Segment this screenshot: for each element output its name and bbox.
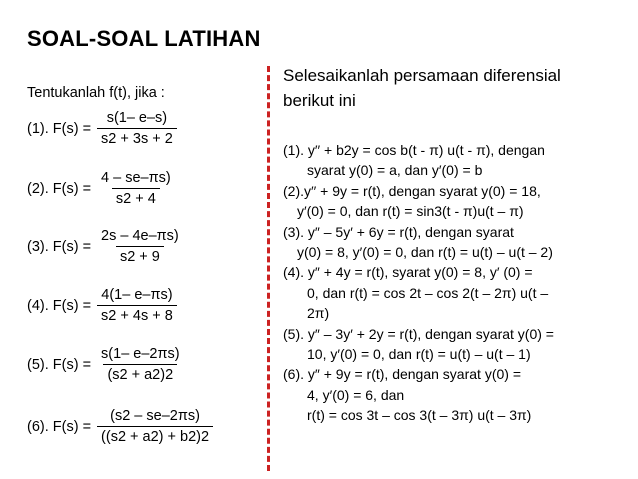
equation-label: (4). F(s) =	[27, 297, 92, 314]
problem-1: (1). y′′ + b2y = cos b(t - π) u(t - π), dengan	[283, 142, 545, 158]
problem-3-cont: y(0) = 8, y′(0) = 0, dan r(t) = u(t) – u(t – 2)	[297, 244, 553, 261]
equation-label: (1). F(s) =	[27, 120, 92, 137]
denominator: ((s2 + a2) + b2)2	[97, 426, 213, 445]
numerator: s(1– e–s)	[106, 110, 168, 126]
numerator: s(1– e–2πs)	[101, 346, 180, 362]
problem-1-cont: syarat y(0) = a, dan y′(0) = b	[307, 162, 483, 179]
numerator: (s2 – se–2πs)	[110, 408, 200, 424]
fraction	[97, 110, 177, 147]
problem-6-cont: 4, y′(0) = 6, dan	[307, 386, 405, 403]
right-heading	[283, 63, 633, 113]
problem-list	[283, 140, 633, 426]
problem-6-cont: r(t) = cos 3t – cos 3(t – 3π) u(t – 3π)	[307, 407, 532, 424]
numerator: 2s – 4e–πs)	[101, 228, 179, 244]
problem-5: (5). y″ – 3y′ + 2y = r(t), dengan syarat y(0) =	[283, 325, 554, 342]
heading-line: Selesaikanlah persamaan diferensial	[283, 66, 561, 85]
fraction	[97, 228, 183, 265]
problem-2-cont: y′(0) = 0, dan r(t) = sin3(t - π)u(t – π)	[297, 203, 524, 220]
denominator: s2 + 3s + 2	[97, 128, 177, 147]
problem-2: (2).y′′ + 9y = r(t), dengan syarat y(0) = 18,	[283, 182, 541, 199]
equation-5	[27, 346, 184, 383]
equation-4	[27, 287, 177, 324]
page-title: SOAL-SOAL LATIHAN	[27, 26, 261, 51]
problem-5-cont: 10, y′(0) = 0, dan r(t) = u(t) – u(t – 1)	[307, 346, 531, 363]
equation-2	[27, 170, 175, 207]
numerator: 4(1– e–πs)	[101, 287, 173, 303]
equation-1	[27, 110, 177, 147]
left-intro-text: Tentukanlah f(t), jika :	[27, 85, 165, 101]
fraction	[97, 408, 213, 445]
problem-3: (3). y″ – 5y′ + 6y = r(t), dengan syarat	[283, 223, 514, 240]
equation-6	[27, 408, 213, 445]
fraction	[97, 346, 184, 383]
fraction	[97, 287, 177, 324]
equation-label: (2). F(s) =	[27, 180, 92, 197]
heading-line: berikut ini	[283, 91, 356, 110]
problem-6: (6). y″ + 9y = r(t), dengan syarat y(0) =	[283, 366, 521, 383]
denominator: (s2 + a2)2	[103, 364, 177, 383]
numerator: 4 – se–πs)	[101, 170, 171, 186]
problem-4: (4). y″ + 4y = r(t), syarat y(0) = 8, y′ (0) =	[283, 264, 533, 281]
column-divider	[267, 66, 270, 471]
fraction	[97, 170, 175, 207]
equation-3	[27, 228, 183, 265]
denominator: s2 + 4	[112, 188, 160, 207]
problem-4-cont: 0, dan r(t) = cos 2t – cos 2(t – 2π) u(t –	[307, 284, 549, 301]
denominator: s2 + 4s + 8	[97, 305, 177, 324]
denominator: s2 + 9	[116, 246, 164, 265]
equation-label: (6). F(s) =	[27, 418, 92, 435]
equation-label: (3). F(s) =	[27, 238, 92, 255]
equation-label: (5). F(s) =	[27, 356, 92, 373]
problem-4-cont: 2π)	[307, 305, 330, 322]
